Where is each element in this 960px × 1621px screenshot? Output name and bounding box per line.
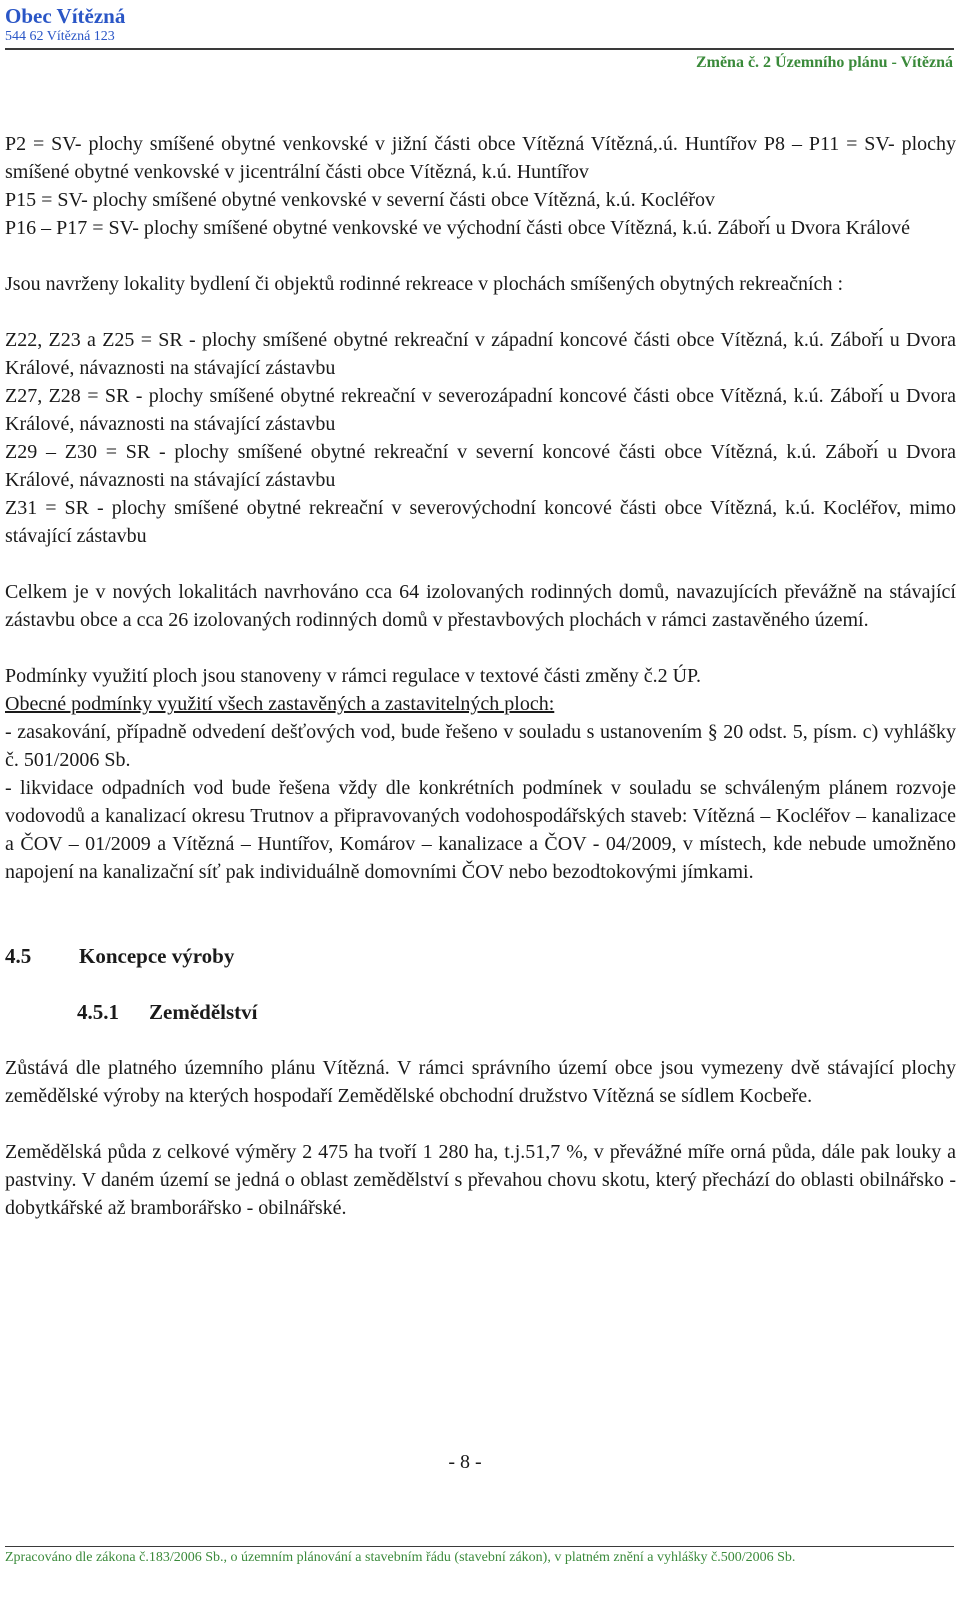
document-body <box>5 130 956 1222</box>
header-organization: Obec Vítězná <box>5 4 126 28</box>
paragraph-p2-p11: P2 = SV- plochy smíšené obytné venkovské v jižní části obce Vítězná Vítězná,.ú. Huntířov P8 – P11 = SV- plochy smíšené obytné venkovské v jicentrální části obce Vítězná, k.ú. Huntířov <box>5 133 956 183</box>
footer-text: Zpracováno dle zákona č.183/2006 Sb., o územním plánování a stavebním řádu (stavební zákon), v platném znění a vyhlášky č.500/2006 Sb. <box>5 1550 796 1565</box>
paragraph-z22-z25: Z22, Z23 a Z25 = SR - plochy smíšené obytné rekreační v západní koncové části obce Vítězná, k.ú. Zábořı́ u Dvora Králové, návaznosti na stávající zástavbu <box>5 329 956 379</box>
paragraph-wastewater: - likvidace odpadních vod bude řešena vždy dle konkrétních podmínek v souladu se schváleným plánem rozvoje vodovodů a kanalizací okresu Trutnov a připravovaných vodohospodářských staveb: Vítězná – Kocléřov – kanalizace a ČOV – 01/2009 a Vítězná – Huntířov, Komárov – kanalizace a ČOV - 04/2009, v místech, kde nebude umožněno napojení na kanalizační síť pak individuálně domovními ČOV nebo bezodtokovými jímkami. <box>5 777 956 883</box>
paragraph-total-houses: Celkem je v nových lokalitách navrhováno cca 64 izolovaných rodinných domů, navazujících převážně na stávající zástavbu obce a cca 26 izolovaných rodinných domů v přestavbových plochách v rámci zastavěného území. <box>5 581 956 631</box>
paragraph-agriculture-plan: Zůstává dle platného územního plánu Vítězná. V rámci správního území obce jsou vymezeny dvě stávající plochy zemědělské výroby na kterých hospodaří Zemědělské obchodní družstvo Vítězná se sídlem Kocbeře. <box>5 1057 956 1107</box>
footer-divider <box>5 1546 954 1547</box>
paragraph-conditions: Podmínky využití ploch jsou stanoveny v rámci regulace v textové části změny č.2 ÚP. <box>5 665 701 687</box>
paragraph-agricultural-land: Zemědělská půda z celkové výměry 2 475 ha tvoří 1 280 ha, t.j.51,7 %, v převážné míře orná půda, dále pak louky a pastviny. V daném území se jedná o oblast zemědělství s převahou chovu skotu, který přechází do oblasti obilnářsko - dobytkářské až bramborářsko - obilnářské. <box>5 1141 956 1219</box>
subsection-title: Zemědělství <box>149 1000 258 1024</box>
paragraph-general-conditions-heading: Obecné podmínky využití všech zastavěných a zastavitelných ploch: <box>5 693 555 715</box>
page-number: - 8 - <box>448 1451 482 1473</box>
paragraph-p15: P15 = SV- plochy smíšené obytné venkovské v severní části obce Vítězná, k.ú. Kocléřov <box>5 189 716 211</box>
subsection-heading <box>77 998 956 1026</box>
subsection-number: 4.5.1 <box>77 1000 119 1024</box>
paragraph-recreation-intro: Jsou navrženy lokality bydlení či objektů rodinné rekreace v plochách smíšených obytných rekreačních : <box>5 273 844 295</box>
section-number: 4.5 <box>5 944 32 968</box>
header-divider <box>5 48 954 50</box>
paragraph-z31: Z31 = SR - plochy smíšené obytné rekreační v severovýchodní koncové části obce Vítězná, k.ú. Kocléřov, mimo stávající zástavbu <box>5 497 956 547</box>
header-address: 544 62 Vítězná 123 <box>5 29 115 44</box>
section-heading <box>5 942 956 970</box>
paragraph-z27-z28: Z27, Z28 = SR - plochy smíšené obytné rekreační v severozápadní koncové části obce Vítězná, k.ú. Zábořı́ u Dvora Králové, návaznosti na stávající zástavbu <box>5 385 956 435</box>
section-title: Koncepce výroby <box>79 944 235 968</box>
paragraph-z29-z30: Z29 – Z30 = SR - plochy smíšené obytné rekreační v severní koncové části obce Vítězná, k.ú. Zábořı́ u Dvora Králové, návaznosti na stávající zástavbu <box>5 441 956 491</box>
header-document-title: Změna č. 2 Územního plánu - Vítězná <box>695 54 953 71</box>
paragraph-p16-p17: P16 – P17 = SV- plochy smíšené obytné venkovské ve východní části obce Vítězná, k.ú. Zábořı́ u Dvora Králové <box>5 217 910 239</box>
paragraph-rainwater: - zasakování, případně odvedení dešťových vod, bude řešeno v souladu s ustanovením § 20 odst. 5, písm. c) vyhlášky č. 501/2006 Sb. <box>5 721 956 771</box>
